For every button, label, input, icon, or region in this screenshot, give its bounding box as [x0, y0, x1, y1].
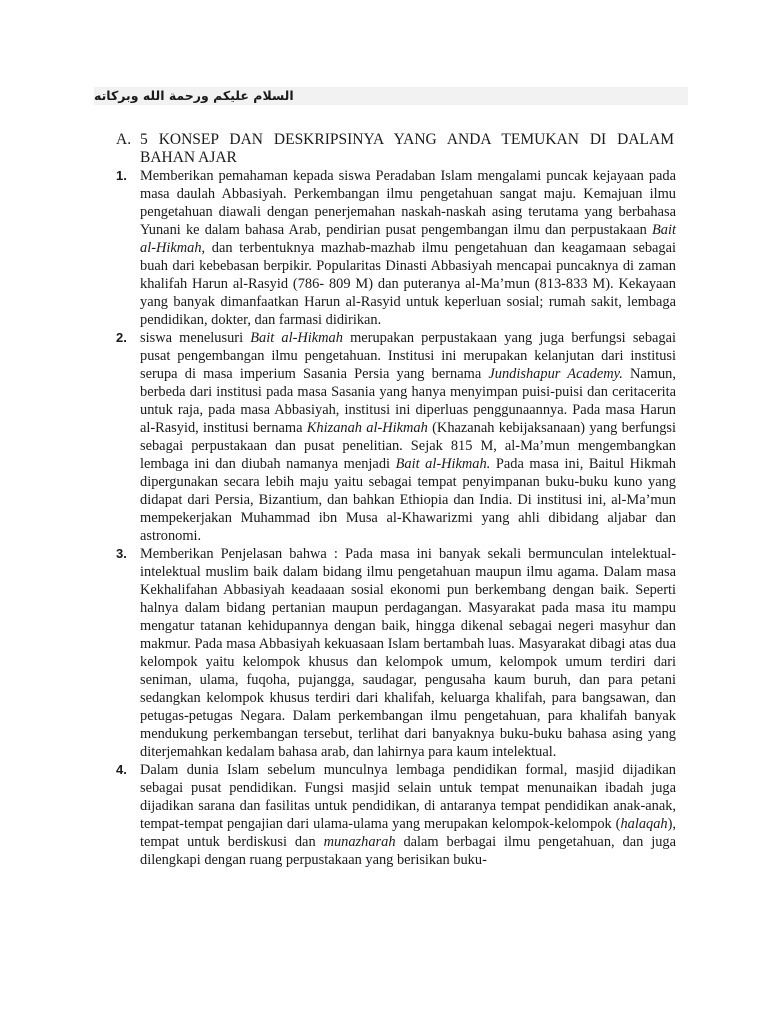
section-label: A.: [116, 131, 132, 148]
text-segment: siswa menelusuri: [140, 330, 251, 346]
text-segment: , dan terbentuknya mazhab-mazhab ilmu pengetahuan dan keagamaan sebagai buah dari kebebasan berpikir. Popularitas Dinasti Abbasiyah mencapai puncaknya di zaman khalifah Harun al-Rasyid (786- 809 M) dan puteranya al-Ma’mun (813-833 M). Kekayaan yang banyak dimanfaatkan Harun al-Rasyid untuk keperluan sosial; rumah sakit, lembaga pendidikan, dokter, dan farmasi didirikan.: [140, 240, 676, 328]
greeting-bar: [94, 87, 688, 105]
text-segment: merupakan perpustakaan yang juga berfungsi sebagai pusat pengembangan ilmu pengetahuan. Institusi ini merupakan kelanjutan dari institusi serupa di masa imperium Sasania Persia yang bernama: [140, 330, 676, 382]
item-text: [140, 546, 676, 760]
text-segment: (Khazanah kebijaksanaan) yang berfungsi sebagai perpustakaan dan pusat penelitian. Sejak 815 M, al-Ma’mun mengembangkan lembaga ini dan diubah namanya menjadi: [140, 420, 676, 472]
italic-term: Khizanah al-Hikmah: [306, 420, 428, 436]
item-text: [140, 168, 676, 328]
item-number: 3.: [116, 546, 127, 561]
list-item: [116, 545, 676, 761]
item-text: [140, 762, 676, 868]
text-segment: Pada masa ini, Baitul Hikmah dipergunakan secara lebih maju yaitu sebagai tempat penyimpanan buku-buku kuno yang didapat dari Persia, Bizantium, dan bahkan Ethiopia dan India. Di institusi ini, al-Ma’mun mempekerjakan Muhammad ibn Musa al-Khawarizmi yang ahli dibidang aljabar dan astronomi.: [140, 456, 677, 544]
text-segment: Memberikan pemahaman kepada siswa Peradaban Islam mengalami puncak kejayaan pada masa daulah Abbasiyah. Perkembangan ilmu pengetahuan sangat maju. Kemajuan ilmu pengetahuan diawali dengan penerjemahan naskah-naskah asing terutama yang berbahasa Yunani ke dalam bahasa Arab, pendirian pusat pengembangan ilmu dan perpustakaan: [140, 168, 676, 238]
concept-list: [116, 167, 676, 869]
text-segment: ), tempat untuk berdiskusi dan: [140, 816, 676, 850]
section-title: 5 KONSEP DAN DESKRIPSINYA YANG ANDA TEMUKAN DI DALAM BAHAN AJAR: [140, 131, 674, 166]
italic-term: munazharah: [323, 834, 396, 850]
italic-term: Bait al-Hikmah: [140, 222, 676, 256]
italic-term: halaqah: [620, 816, 668, 832]
text-segment: Namun, berbeda dari institusi pada masa Sasania yang hanya menyimpan puisi-puisi dan ceritacerita untuk raja, pada masa Abbasiyah, institusi ini diperluas penggunaannya. Pada masa Harun al-Rasyid, institusi bernama: [140, 366, 676, 436]
arabic-greeting: السلام عليكم ورحمة الله وبركاته: [94, 88, 294, 103]
text-segment: Memberikan Penjelasan bahwa : Pada masa ini banyak sekali bermunculan intelektual-intelektual muslim baik dalam bidang ilmu pengetahuan maupun ilmu agama. Dalam masa Kekhalifahan Abbasiyah keadaaan sosial ekonomi pun berkembang dengan baik. Seperti halnya dalam bidang pertanian maupun perdagangan. Masyarakat pada masa itu mampu mengatur tatanan kehidupannya dengan baik, hingga dikenal sebagai negeri masyhur dan makmur. Pada masa Abbasiyah kekuasaan Islam bertambah luas. Masyarakat dibagi atas dua kelompok yaitu kelompok khusus dan kelompok umum, kelompok umum terdiri dari seniman, ulama, fuqoha, pujangga, saudagar, pengusaha kaum buruh, dan para petani sedangkan kelompok khusus terdiri dari khalifah, keluarga khalifah, para bangsawan, dan petugas-petugas Negara. Dalam perkembangan ilmu pengetahuan, para khalifah banyak mendukung perkembangan tersebut, terlihat dari banyaknya buku-buku bahasa asing yang diterjemahkan kedalam bahasa arab, dan lahirnya para kaum intelektual.: [140, 546, 676, 760]
text-segment: dalam berbagai ilmu pengetahuan, dan juga dilengkapi dengan ruang perpustakaan yang berisikan buku-: [140, 834, 677, 868]
item-number: 1.: [116, 168, 127, 183]
item-text: [140, 330, 676, 544]
italic-term: Bait al-Hikmah: [250, 330, 343, 346]
section-heading: [116, 131, 674, 167]
item-number: 2.: [116, 330, 127, 345]
list-item: [116, 761, 676, 869]
italic-term: Jundishapur Academy.: [488, 366, 623, 382]
item-number: 4.: [116, 762, 127, 777]
text-segment: Dalam dunia Islam sebelum munculnya lembaga pendidikan formal, masjid dijadikan sebagai pusat pendidikan. Fungsi masjid selain untuk tempat menunaikan ibadah juga dijadikan sarana dan fasilitas untuk pendidikan, di antaranya tempat pendidikan anak-anak, tempat-tempat pengajian dari ulama-ulama yang merupakan kelompok-kelompok (: [140, 762, 676, 832]
list-item: [116, 167, 676, 329]
list-item: [116, 329, 676, 545]
italic-term: Bait al-Hikmah.: [395, 456, 491, 472]
